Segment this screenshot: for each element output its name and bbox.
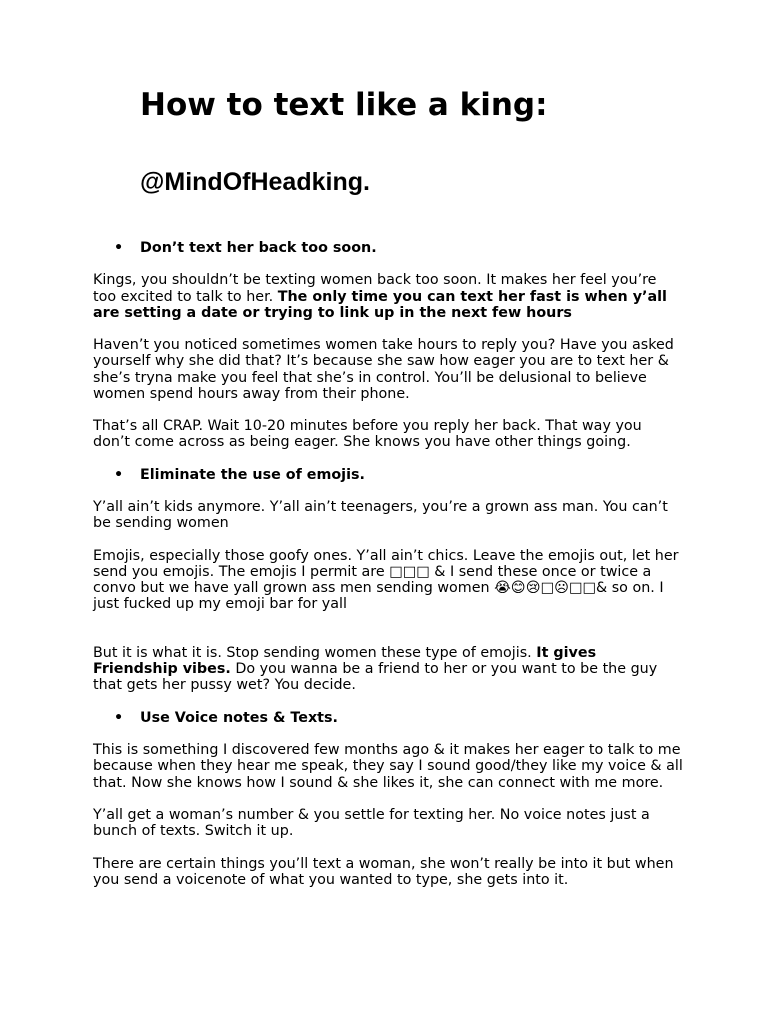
bullet-point: • [114, 240, 124, 256]
paragraph: Emojis, especially those goofy ones. Y’all ain’t chics. Leave the emojis out, let her send you emojis. The emojis I permit are □□□ & I send these once or twice a convo but we have yall grown ass men sending women 😭😊😢□☹□□& so on. I just fucked up my emoji bar for yall [93, 547, 679, 613]
document-body [93, 240, 683, 888]
bullet-point: • [114, 466, 124, 483]
bullet-point: • [114, 709, 124, 726]
bullet-heading-label: Use Voice notes & Texts. [140, 709, 338, 726]
paragraph: That’s all CRAP. Wait 10-20 minutes before you reply her back. That way you don’t come across as being eager. She knows you have other things going. [93, 418, 642, 451]
paragraph: Y’all get a woman’s number & you settle for texting her. No voice notes just a bunch of texts. Switch it up. [93, 806, 650, 840]
paragraph-text: Kings, you shouldn’t be texting women back too soon. It makes her feel you’re too excited to talk to her. [93, 272, 657, 305]
bullet-heading-voice-notes [93, 710, 683, 726]
document-title: How to text like a king: [140, 87, 548, 123]
bullet-heading-emojis [93, 467, 683, 483]
paragraph: Haven’t you noticed sometimes women take hours to reply you? Have you asked yourself why she did that? It’s because she saw how eager you are to text her & she’s tryna make you feel that she’s in control. You’ll be delusional to believe women spend hours away from their phone. [93, 337, 674, 402]
author-handle: @MindOfHeadking. [140, 168, 370, 196]
paragraph-text: Do you wanna be a friend to her or you want to be the guy that gets her pussy wet? You decide. [93, 661, 658, 694]
paragraph-bold-text: The only time you can text her fast is when y’all are setting a date or trying to link up in the next few hours [93, 288, 667, 321]
bullet-heading-text-back [93, 240, 683, 256]
paragraph: There are certain things you’ll text a woman, she won’t really be into it but when you send a voicenote of what you wanted to type, she gets into it. [93, 855, 674, 888]
bullet-heading-label: Don’t text her back too soon. [140, 240, 377, 256]
paragraph [93, 272, 683, 321]
bullet-heading-label: Eliminate the use of emojis. [140, 466, 365, 483]
paragraph-text: But it is what it is. Stop sending women these type of emojis. [93, 644, 537, 661]
paragraph: Y’all ain’t kids anymore. Y’all ain’t teenagers, you’re a grown ass man. You can’t be sending women [93, 499, 668, 532]
paragraph: This is something I discovered few months ago & it makes her eager to talk to me because when they hear me speak, they say I sound good/they like my voice & all that. Now she knows how I sound & she likes it, she can connect with me more. [93, 742, 683, 791]
paragraph-bold-text: It gives Friendship vibes. [93, 644, 597, 678]
paragraph [93, 645, 683, 694]
